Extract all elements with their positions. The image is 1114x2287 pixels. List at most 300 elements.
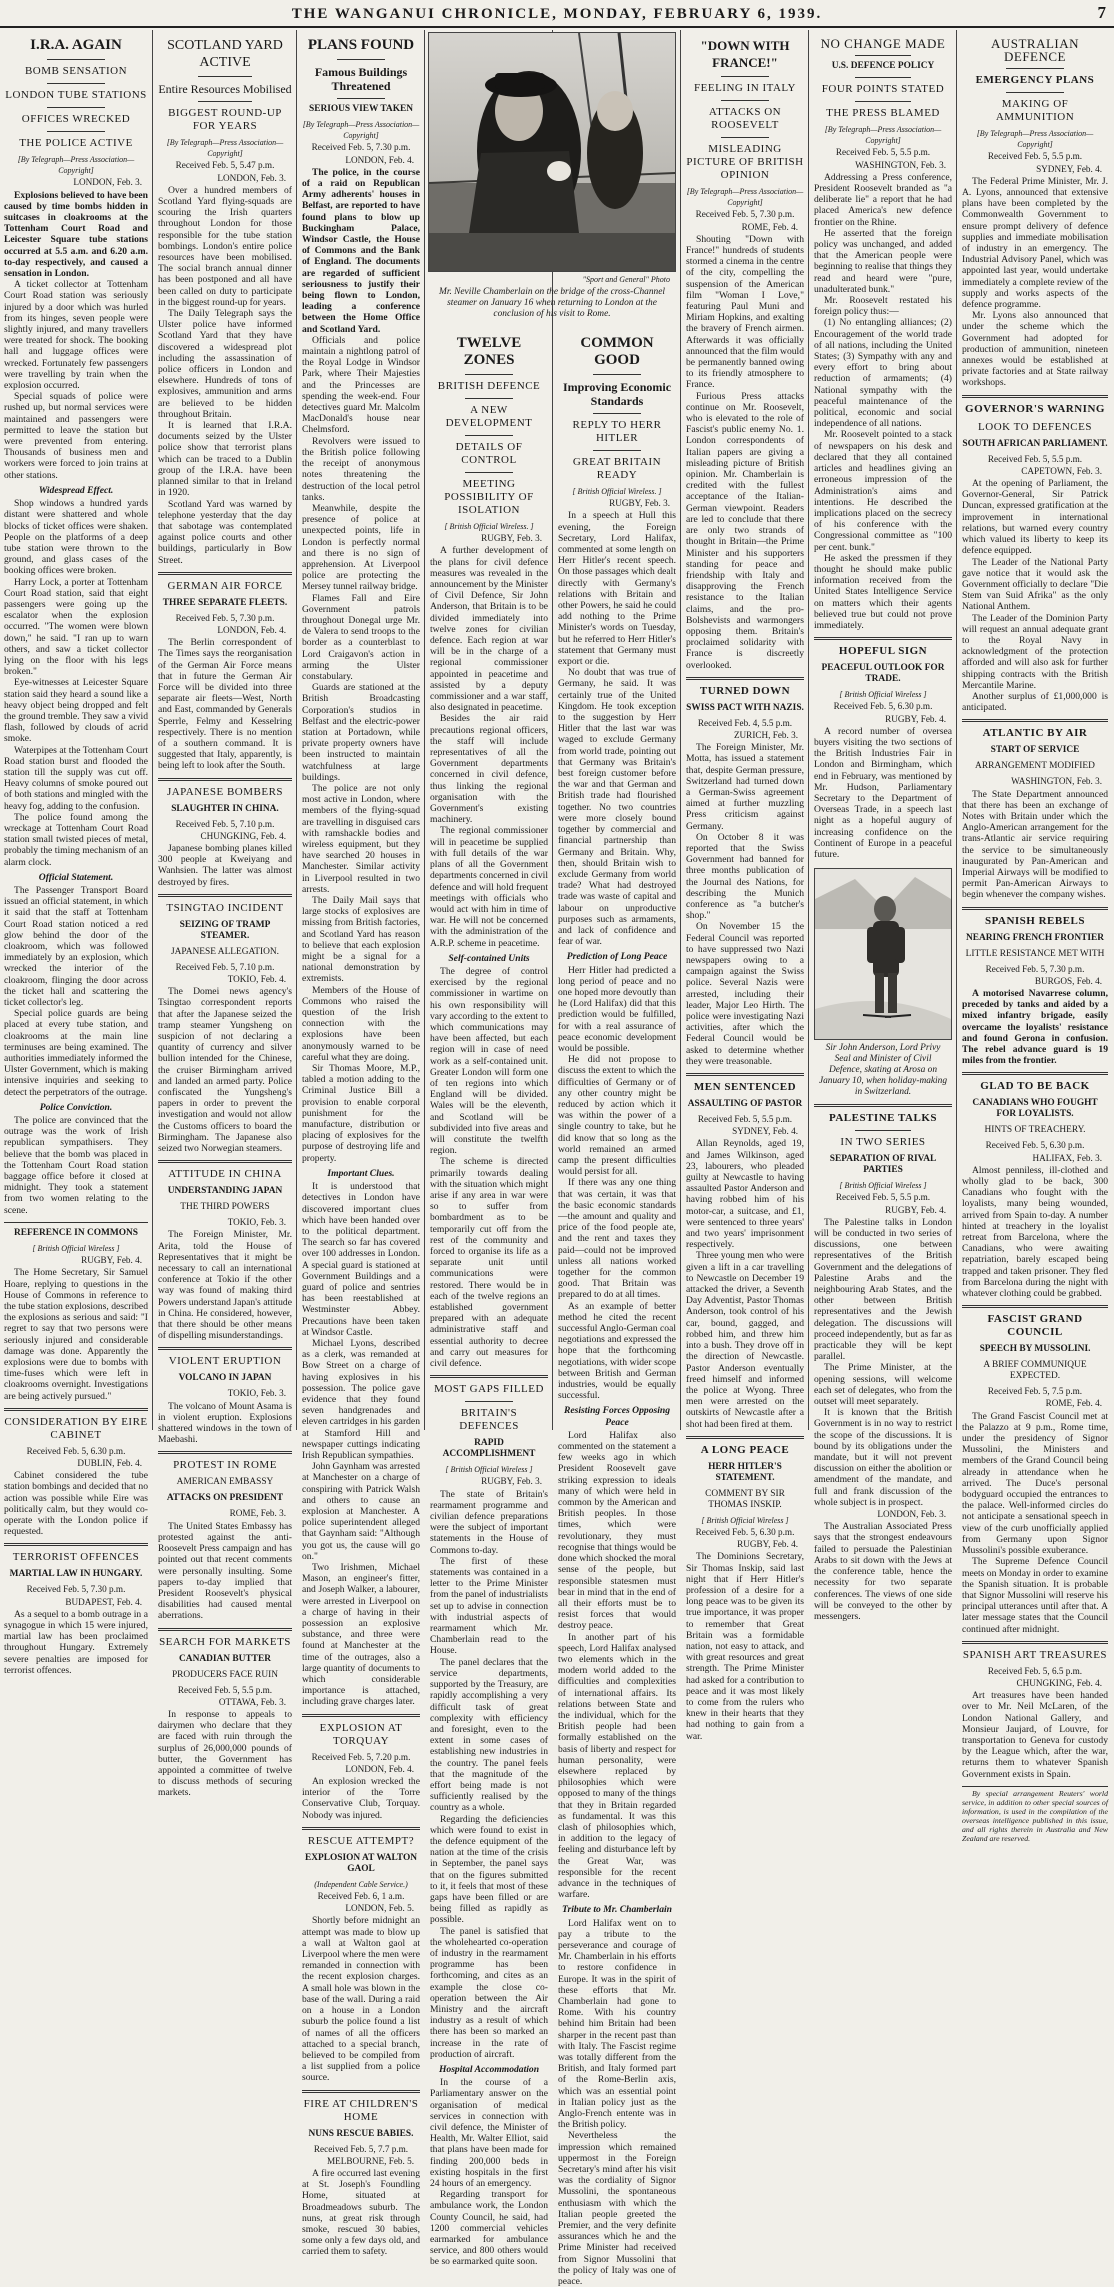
dateline: LONDON, Feb. 5. — [345, 1903, 414, 1914]
rebels-deck: LITTLE RESISTANCE MET WITH — [965, 948, 1105, 959]
twelve-deck: BRITISH DEFENCE — [437, 380, 541, 392]
received-line: Received Feb. 4, 5.5 p.m. — [697, 717, 793, 728]
wire-credit: [By Telegraph—Press Association—Copyright] — [302, 120, 420, 141]
received-line: Received Feb. 5, 7.30 p.m. — [985, 963, 1085, 974]
divider — [465, 1401, 512, 1402]
twelve-deck: A NEW DEVELOPMENT — [445, 404, 533, 429]
glad-headline: GLAD TO BE BACK — [980, 1080, 1090, 1093]
ira-deck: THE POLICE ACTIVE — [19, 137, 133, 149]
divider — [721, 76, 768, 77]
protest-deck: AMERICAN EMBASSY — [176, 1477, 274, 1488]
commons-headline: REFERENCE IN COMMONS — [14, 1227, 138, 1238]
article-paragraph: It is known that the British Government is in no way to restrict the scope of the discussions. It is bound by its obligations under the mandate, but it will not prevent discussion on either the abolition or amendment of the mandate, and full and frank discussion of the whole subject is in prospect. — [814, 1407, 952, 1508]
received-line: Received Feb. 5, 5.5 p.m. — [987, 151, 1083, 162]
article-paragraph: Special police guards are being placed at every tube station, and cloakrooms at the main line terminuses are being examined. The authorities immediately informed the Ulster Government, which is making intensive inquiries and seeking to detect the perpetrators of the outrage. — [4, 1008, 148, 1098]
article-lead: Explosions believed to have been caused by time bombs hidden in suitcases in cloakrooms at the Tottenham Court Road and Leicester Square tube stations occurred at 5.5 a.m. and 6.20 a.m. to-day respectively, and caused a sensation in London. — [4, 189, 148, 280]
divider — [814, 637, 952, 640]
article-paragraph: Harry Lock, a porter at Tottenham Court Road station, said that eight passengers were going up the escalator when the explosion occurred. "The women were blown down," he said. "I ran up to warn others, and saw a ticket collector lying on the floor with his legs broken." — [4, 576, 148, 678]
article-paragraph: Furious Press attacks continue on Mr. Roosevelt, who is elevated to the role of Fascist's public enemy No. 1. London correspondents of Italian papers are giving a misleading picture of British opinion. Mr. Chamberlain is credited with the fullest acceptance of the Italian-German viewpoint. Readers are led to conclude that there are only two strands of thought in Britain—the Prime Minister and his supporters standing for peace and friendship with Italy and disapproving the French resistance to the Italian claims, and the pro-Bolshevists and warmongers opposing them. Britain's proclaimed solidarity with France is discreetly overlooked. — [686, 390, 804, 671]
twelve-deck: DETAILS OF CONTROL — [455, 441, 523, 466]
column-3 — [302, 32, 420, 2258]
divider — [158, 1160, 292, 1163]
plans-headline: PLANS FOUND — [307, 37, 415, 53]
article-paragraph: Regarding the deficiencies which were found to exist in the defence equipment of the nation at the time of the crisis in September, the panel says that on the figures submitted to it, it feels that most of these gaps have been filled or are being filled as rapidly as possible. — [430, 1813, 548, 1926]
received-line: Received Feb. 5, 5.5 p.m. — [697, 1114, 793, 1125]
article-paragraph: The Palestine talks in London will be conducted in two series of discussions, one between representatives of the British Government and the delegations of Palestine Arabs and the neighbouring Arab States, and the other between British representatives and the Jewish delegation. The discussions will proceed independently, but as far as practicable they will be kept parallel. — [814, 1216, 952, 1363]
article-paragraph: On November 15 the Federal Council was reported to have suppressed two Nazi newspapers owing to a campaign against the Swiss police. Several Nazis were arrested, including their leader, Major Leo Hirth. The police were investigating Nazi activities, after which the Federal Council would be asked to determine whether they were treasonable. — [686, 921, 804, 1067]
received-line: Received Feb. 5, 5.5 p.m. — [835, 1192, 931, 1203]
fascist-deck: A BRIEF COMMUNIQUE EXPECTED. — [983, 1360, 1087, 1382]
column-rule — [680, 30, 681, 1430]
article-paragraph: A ticket collector at Tottenham Court Road station was seriously injured by a door which was hurled from its hinges, seven people were slightly injured, and many travellers were treated for shock. The booking hall and luggage offices were wrecked. Fortunately few passengers were travelling by train when the explosion occurred. — [4, 279, 148, 392]
dateline: WASHINGTON, Feb. 3. — [1011, 776, 1102, 787]
turned-headline: TURNED DOWN — [699, 684, 791, 697]
divider — [158, 1628, 292, 1631]
article-paragraph: Besides the air raid precautions regional officers, the staff will include representatives of all the Government departments concerned in civil defence, thus linking the regional organisation with the Government's existing machinery. — [430, 713, 548, 826]
long-peace-headline: A LONG PEACE — [700, 1443, 790, 1456]
article-paragraph: The regional commissioner will in peacetime be supplied with full details of the war plans of all the Government departments concerned in civil defence and will hold frequent meetings with officials who would act with him in time of war. He will not be concerned with the administration of the A.R.P. scheme in peacetime. — [430, 825, 549, 949]
column-7 — [814, 32, 952, 1622]
long-peace-deck: HERR HITLER'S STATEMENT. — [708, 1461, 782, 1483]
divider — [1006, 92, 1064, 93]
dateline: WASHINGTON, Feb. 3. — [855, 159, 946, 170]
article-paragraph: The volcano of Mount Asama is in violent eruption. Explosions shattered windows in the town of Maebashi. — [158, 1400, 292, 1446]
column-5 — [558, 330, 676, 2287]
divider — [1006, 68, 1064, 69]
column-rule — [152, 30, 153, 1430]
column-4 — [430, 330, 549, 2268]
article-paragraph: The Daily Telegraph says the Ulster police have informed Scotland Yard that they have discovered a widespread plot including the assassination of police officers in London and elsewhere. Hundreds of tons of explosives, ammunition and arms are believed to be hidden throughout Britain. — [158, 308, 292, 420]
received-line: Received Feb. 5, 6.30 p.m. — [985, 1140, 1085, 1151]
article-paragraph: Allan Reynolds, aged 19, and James Wilkinson, aged 23, labourers, who pleaded guilty at Newcastle to having assaulted Pastor Anderson and having robbed him of his motor-car, a suitcase, and £1, were sentenced to three years' and two years' imprisonment respectively. — [686, 1138, 804, 1251]
received-line: Received Feb. 5, 7.20 p.m. — [311, 1751, 411, 1762]
dateline: SYDNEY, Feb. 4. — [732, 1126, 798, 1137]
article-paragraph: The state of Britain's rearmament programme and civilian defence preparations were the subject of important statements in the House of Commons to-day. — [430, 1488, 548, 1556]
received-line: Received Feb. 5, 5.5 p.m. — [835, 147, 931, 158]
received-line: Received Feb. 5, 5.5 p.m. — [987, 453, 1083, 464]
column-6 — [686, 32, 804, 1742]
turned-deck: SWISS PACT WITH NAZIS. — [686, 702, 804, 713]
article-paragraph: Waterpipes at the Tottenham Court Road station burst and flooded the station till the supply was cut off. Heavy columns of smoke poured out of both stations and mingled with the heavy fog, adding to the confusion. — [4, 744, 148, 812]
rebels-deck: NEARING FRENCH FRONTIER — [965, 932, 1105, 943]
article-paragraph: In a speech at Hull this evening, the Foreign Secretary, Lord Halifax, commented at some length on Herr Hitler's recent speech. On those passages which dealt directly with Germany's relations with Britain and other Powers, he said he could add nothing to the Prime Minister's words on Tuesday, but he referred to Herr Hitler's statement that Germany must export or die. — [558, 510, 676, 668]
received-line: Received Feb. 5, 5.47 p.m. — [175, 160, 275, 171]
article-paragraph: Shortly before midnight an attempt was made to blow up a wall at Walton gaol at Liverpool where the men were remanded in connection with the recent explosion charges. A small hole was blown in the base of the wall. During a raid on a house in a London suburb the police found a list of names of all the officers attached to a special branch, believed to be compiled from a list supplied from a police source. — [302, 1915, 420, 2084]
dateline: RUGBY, Feb. 3. — [481, 533, 542, 544]
scotland-deck: BIGGEST ROUND-UP FOR YEARS — [168, 107, 282, 132]
article-paragraph: Guards are stationed at the British Broadcasting Corporation's studios in Belfast and the electric-power station at Portadown, while private property owners have been instructed to maintain watchfulness at large buildings. — [302, 682, 420, 783]
chamberlain-photo — [428, 32, 676, 272]
article-paragraph: Mr. Roosevelt restated his foreign policy thus:— — [814, 295, 952, 318]
received-line: Received Feb. 5, 7.10 p.m. — [175, 818, 275, 829]
subheading: Tribute to Mr. Chamberlain — [562, 1904, 672, 1916]
masthead-title: THE WANGANUI CHRONICLE, MONDAY, FEBRUARY 6, 1939. — [291, 6, 823, 22]
markets-deck: PRODUCERS FACE RUIN — [171, 1669, 279, 1680]
photo-block-chamberlain — [428, 32, 676, 322]
article-paragraph: The degree of control exercised by the regional commissioner in wartime on his own responsibility will vary according to the extent to which communications may have been affected, but each region will in case of need work as a self-contained unit. Greater London will form one of ten regions into which England will be divided. Wales will be the eleventh, and Scotland will be subdivided into five areas and will constitute the twelfth region. — [430, 965, 548, 1157]
article-paragraph: Members of the House of Commons who raised the question of the Irish connection with the explosions have been anonymously warned to be careful what they are doing. — [302, 984, 420, 1063]
terrorist-deck: MARTIAL LAW IN HUNGARY. — [9, 1569, 143, 1580]
article-paragraph: Scotland Yard was warned by telephone yesterday that the day that sabotage was contemplated against police courts and other buildings, particularly in Bow Street. — [158, 498, 292, 566]
article-paragraph: The Grand Fascist Council met at the Palazzo at 9 p.m., Rome time, under the presidency of Signor Mussolini, the Ministers and members of the Grand Council being already in attendance when he arrived. The Duce's personal bodyguard occupied the entrances to the palace. Well-informed circles do not anticipate a sensational speech in view of the curb unofficially applied from Germany upon Signor Mussolini's possible exuberance. — [962, 1410, 1108, 1557]
tsingtao-headline: TSINGTAO INCIDENT — [166, 901, 284, 914]
wire-credit: [ British Official Wireless ] — [839, 1181, 927, 1191]
divider — [465, 374, 512, 375]
photo-credit: "Sport and General" Photo — [582, 275, 670, 284]
received-line: Received Feb. 5, 7.30 p.m. — [311, 142, 411, 153]
article-paragraph: Two Irishmen, Michael Mason, an engineer's fitter, and Joseph Walker, a labourer, were arrested in Liverpool on a charge of having in their possession an explosive substance, and three were found at Manchester at the time of the outrages, also a large quantity of documents to which considerable importance is attached, including grave charges later. — [302, 1562, 420, 1708]
dateline: ZURICH, Feb. 3. — [733, 729, 798, 740]
divider — [302, 2090, 420, 2093]
divider — [337, 59, 384, 60]
wire-credit: [By Telegraph—Press Association—Copyright] — [976, 129, 1094, 150]
torquay-headline: EXPLOSION AT TORQUAY — [319, 1721, 403, 1747]
dateline: LONDON, Feb. 3. — [217, 172, 286, 183]
dateline: TOKIO, Feb. 3. — [227, 1388, 286, 1399]
dateline: ROME, Feb. 4. — [741, 221, 798, 232]
dateline: LONDON, Feb. 3. — [73, 177, 142, 188]
article-paragraph: Another surplus of £1,000,000 is anticipated. — [962, 690, 1108, 714]
page-number: 7 — [1097, 3, 1106, 22]
article-paragraph: The Leader of the National Party gave notice that it would ask the Government officially to declare "Die Stem van Suid Afrika" as the only National Anthem. — [962, 556, 1108, 613]
divider — [855, 1130, 910, 1131]
glad-deck: HINTS OF TREACHERY. — [984, 1125, 1086, 1136]
photo-caption: Sir John Anderson, Lord Privy Seal and Minister of Civil Defence, skating at Arosa on January 10, when holiday-making in Switzerland. — [818, 1043, 948, 1098]
received-line: Received Feb. 5, 6.30 p.m. — [833, 701, 933, 712]
ira-headline: I.R.A. AGAIN — [30, 37, 122, 53]
article-paragraph: The United States Embassy has protested against the anti-Roosevelt Press campaign and has pointed out that recent comments were personally insulting. Some papers to-day implied that President Roosevelt's physical disabilities had caused mental aberrations. — [158, 1520, 292, 1622]
article-paragraph: Almost penniless, ill-clothed and wholly glad to be back, 300 Canadians who fought with the loyalists, many being wounded, arrived from Spain to-day. A number hinted at treachery in the loyalist retreat from Barcelona, where the Canadians, who were awaiting repatriation, barely escaped being trapped and taken prisoner. They fled from Barcelona during the night with whatever clothing could be grabbed. — [962, 1164, 1108, 1300]
dateline: CHUNGKING, Feb. 4. — [200, 830, 286, 841]
anderson-photo — [814, 868, 952, 1040]
no-change-deck: THE PRESS BLAMED — [826, 107, 940, 119]
dateline: RUGBY, Feb. 3. — [609, 498, 670, 509]
protest-deck: ATTACKS ON PRESIDENT — [166, 1493, 284, 1504]
dateline: LONDON, Feb. 4. — [217, 624, 286, 635]
aus-deck: MAKING OF AMMUNITION — [995, 98, 1075, 123]
divider — [962, 719, 1108, 722]
dateline: ROME, Feb. 4. — [1045, 1398, 1102, 1409]
divider — [855, 77, 910, 78]
divider — [962, 907, 1108, 910]
divider — [158, 894, 292, 897]
article-paragraph: On October 8 it was reported that the Swiss Government had banned for three months publication of the Journal des Nations, for describing the Munich conference as "a butcher's shop." — [686, 831, 804, 922]
article-paragraph: (1) No entangling alliances; (2) Encouragement of the world trade of all nations, including the United States; (3) Sympathy with any and every effort to bring about reduction of armaments; (4) National sympathy with the peaceful maintenance of the political, economic and social independence of all nations. — [814, 317, 952, 430]
received-line: Received Feb. 5, 6.30 p.m. — [26, 1445, 126, 1456]
divider — [430, 1375, 548, 1378]
france-deck: ATTACKS ON ROOSEVELT — [708, 106, 782, 131]
photo-caption: Mr. Neville Chamberlain on the bridge of the cross-Channel steamer on January 16 when returning to London at the conclusion of his visit to Rome. — [439, 287, 665, 319]
gaps-deck: RAPID ACCOMPLISHMENT — [442, 1438, 536, 1460]
divider — [962, 1072, 1108, 1075]
atlantic-deck: ARRANGEMENT MODIFIED — [975, 761, 1095, 772]
article-paragraph: Meanwhile, despite the presence of police at unexpected points, life in London is perfectly normal and there is no sign of apprehension. At Liverpool police are protecting the Mersey tunnel railway bridge. — [302, 502, 420, 593]
plans-deck: Famous Buildings Threatened — [314, 65, 408, 93]
palestine-headline: PALESTINE TALKS — [828, 1112, 938, 1125]
article-paragraph: The police found among the wreckage at Tottenham Court Road station small twisted pieces of metal, probably the timing mechanism of an alarm clock. — [4, 811, 148, 868]
divider — [721, 100, 768, 101]
wire-credit: [By Telegraph—Press Association—Copyright] — [17, 155, 135, 176]
rescue-headline: RESCUE ATTEMPT? — [307, 1834, 415, 1847]
divider — [158, 778, 292, 781]
article-paragraph: The Berlin correspondent of The Times says the reorganisation of the German Air Force means that in future the German Air Force will be divided into three separate air fleets—West, North and East, commanded by Generals Sperrle, Felmy and Kesselring respectively. There is no mention of a southern command. It is suggested that Italy, apparently, is being left to look after the South. — [158, 637, 292, 772]
received-line: Received Feb. 5, 7.7 p.m. — [313, 2143, 409, 2154]
article-paragraph: The scheme is directed primarily towards dealing with the situation which might arise if any area in war were so to suffer from bombardment as to be temporarily cut off from the rest of the community and forced to organise its life as a separate unit until communications were restored. There would be in each of the twelve regions an established government prepared with an adequate administrative staff and essential authority to decree and carry out measures for civil defence. — [430, 1156, 548, 1370]
article-paragraph: Regarding transport for ambulance work, the London County Council, he said, had 1200 commercial vehicles earmarked for ambulance service, and 800 others would be so earmarked quite soon. — [430, 2189, 548, 2268]
column-1 — [4, 32, 148, 1676]
dateline: TOKIO, Feb. 4. — [227, 973, 286, 984]
subheading: Self-contained Units — [448, 952, 530, 964]
column-2 — [158, 32, 292, 1799]
volcano-deck: VOLCANO IN JAPAN — [178, 1373, 272, 1384]
ira-deck: BOMB SENSATION — [24, 65, 128, 77]
divider — [465, 472, 512, 473]
received-line: Received Feb. 5, 7.30 p.m. — [26, 1584, 126, 1595]
dateline: ROME, Feb. 3. — [229, 1508, 286, 1519]
divider — [855, 55, 910, 56]
wire-credit: [ British Official Wireless ] — [445, 1465, 533, 1475]
divider — [962, 395, 1108, 398]
article-paragraph: It is understood that detectives in London have discovered important clues which have been handed over to the political department. The search so far has covered over 100 addresses in London. A special guard is stationed at Government Buildings and a guard of police and sentries has been reestablished at Westminster Abbey. Precautions have been taken at Windsor Castle. — [302, 1181, 420, 1338]
volcano-headline: VIOLENT ERUPTION — [168, 1355, 282, 1368]
sentenced-deck: ASSAULTING OF PASTOR — [687, 1099, 803, 1110]
ira-deck: LONDON TUBE STATIONS — [5, 89, 147, 101]
article-paragraph: The police are convinced that the outrage was the work of Irish republican sympathisers. They believe that the bomb was placed in the Tottenham Court Road station baggage office before it closed at midnight. They took a statement from two women relating to the scene. — [4, 1115, 148, 1216]
article-paragraph: The Dominions Secretary, Sir Thomas Inskip, said last night that if Herr Hitler's profession of a desire for a long peace was to be given its true importance, it was proper to remember that Great Britain was a formidable nation, not easy to attack, and with great resources and great strength. The Prime Minister had asked for a contribution to peace and it was most likely to come from the rulers who knew in their hearts that they had nothing to gain from a war. — [686, 1551, 804, 1742]
article-paragraph: The Leader of the Dominion Party will request an annual adequate grant to the Royal Navy in acknowledgment of the protection afforded and will also ask for further shipping contracts with the British Mercantile Marine. — [962, 612, 1108, 691]
dateline: OTTAWA, Feb. 3. — [218, 1696, 286, 1707]
hopeful-headline: HOPEFUL SIGN — [838, 645, 928, 658]
fascist-headline: FASCIST GRAND COUNCIL — [987, 1313, 1083, 1339]
divider — [465, 435, 512, 436]
column-rule — [808, 30, 809, 1430]
subheading: Official Statement. — [38, 871, 114, 883]
wire-credit: [By Telegraph—Press Association—Copyright] — [824, 125, 942, 146]
ira-deck: OFFICES WRECKED — [21, 113, 131, 125]
tsingtao-deck: SEIZING OF TRAMP STEAMER. — [179, 919, 271, 941]
received-line: Received Feb. 6, 1 a.m. — [317, 1891, 405, 1902]
no-change-deck: FOUR POINTS STATED — [821, 83, 945, 95]
masthead — [0, 0, 1114, 28]
received-line: Received Feb. 5, 7.30 p.m. — [175, 612, 275, 623]
reuters-notice: By special arrangement Reuters' world service, in addition to other special sources of information, is used in the compilation of the overseas intelligence published in this issue, and all rights therein in Australia and New Zealand are reserved. — [962, 1788, 1108, 1843]
article-paragraph: As an example of better method he cited the recent successful Anglo-German coal negotiations and expressed the hope that the forthcoming negotiations, with wider scope between British and German industries, would be equally successful. — [558, 1300, 676, 1402]
anderson-image — [815, 869, 951, 1039]
scotland-deck: Entire Resources Mobilised — [158, 82, 292, 96]
divider — [47, 107, 105, 108]
article-paragraph: Lord Halifax went on to pay a tribute to the perseverance and courage of Mr. Chamberlain in his efforts to restore confidence in Europe. It was in the spirit of these efforts that Mr. Chamberlain had gone to Rome. With his country behind him Britain had been sharper in the recent past than with Italy. The Fascist regime was totally different from the British, and Italy formed part of the Rome-Berlin axis, which was an essential point in Italian policy just as the Anglo-French entente was in the British policy. — [558, 1917, 676, 2131]
article-paragraph: Japanese bombing planes killed 300 people at Kweiyang and Wanhsien. The latter was almost destroyed by fires. — [158, 842, 292, 888]
received-line: Received Feb. 5, 7.30 p.m. — [695, 209, 795, 220]
attitude-headline: ATTITUDE IN CHINA — [168, 1168, 282, 1181]
wire-credit: [By Telegraph—Press Association—Copyright] — [686, 187, 804, 208]
atlantic-headline: ATLANTIC BY AIR — [982, 727, 1088, 740]
received-line: Received Feb. 5, 7.5 p.m. — [987, 1386, 1083, 1397]
article-paragraph: Shop windows a hundred yards distant were shattered and whole blocks of ticket offices were shaken. People on the platforms of a deep tube station were thrown to the ground, and glass cases of the booking offices were broken. — [4, 498, 148, 577]
divider — [465, 398, 512, 399]
fire-headline: FIRE AT CHILDREN'S HOME — [303, 2097, 419, 2123]
palestine-deck: IN TWO SERIES — [840, 1136, 926, 1149]
markets-deck: CANADIAN BUTTER — [179, 1653, 271, 1664]
dateline: HALIFAX, Feb. 3. — [1032, 1152, 1102, 1163]
divider — [4, 1408, 148, 1411]
divider — [593, 450, 640, 451]
subheading: Important Clues. — [327, 1167, 395, 1179]
wire-credit: [By Telegraph—Press Association—Copyright] — [166, 138, 284, 159]
plans-deck: SERIOUS VIEW TAKEN — [308, 104, 414, 114]
article-paragraph: No doubt that was true of Germany, he said. It was certainly true of the United Kingdom. He took exception to the suggestion by Herr Hitler that the last war was waged to exclude Germany from world trade, pointing out that Germany was Britain's best foreign customer before the war and that German and British trade had flourished together. No two countries were more closely bound together by commercial and financial partnership than Germany and Britain. Why, then, should Britain wish to exclude Germany from world trade? What had destroyed trade was waste of capital and labour on unproductive purposes such as armaments, and lack of confidence and fear of war. — [558, 667, 676, 948]
dateline: BURGOS, Feb. 4. — [1034, 975, 1102, 986]
divider — [302, 1714, 420, 1717]
article-paragraph: He did not propose to discuss the extent to which the difficulties of Germany or of any other country might be reduced by action which it was within the power of a single country to take, but he did know that so long as the world remained an armed camp the present difficulties would persist for all. — [558, 1054, 676, 1178]
article-paragraph: Cabinet considered the tube station bombings and decided that no action was possible while Eire was politically calm, but they would co-operate with the London police if requested. — [4, 1470, 148, 1538]
article-paragraph: The panel is satisfied that the wholehearted co-operation of industry in the rearmament programme has been forthcoming, and cites as an example the close co-operation between the Air Ministry and the aircraft industry as a result of which there has been so marked an increase in the rate of production of aircraft. — [430, 1925, 548, 2060]
france-headline: "DOWN WITH FRANCE!" — [700, 38, 790, 70]
article-paragraph: John Gaynham was arrested at Manchester on a charge of conspiring with Patrick Walsh and others to cause an explosion at Manchester. A police superintendent alleged that Gaynham said: "Although you got us, the cause will go on." — [302, 1461, 420, 1562]
article-paragraph: Flames Fall and Eire Government patrols throughout Donegal urge Mr. de Valera to send troops to the border as a counterblast to Lord Craigavon's action in arming the Ulster constabulary. — [302, 592, 420, 682]
received-line: Received Feb. 5, 6.5 p.m. — [987, 1665, 1083, 1676]
treasures-headline: SPANISH ART TREASURES — [962, 1648, 1108, 1661]
article-paragraph: It is learned that I.R.A. documents seized by the Ulster police show that terrorist plans which can be traced to a Dublin group of the I.R.A. have been planned similar to that in Ireland in 1920. — [158, 420, 292, 499]
article-paragraph: The Supreme Defence Council meets on Monday in order to examine the Spanish situation. It is probable that Signor Mussolini will reserve his principal utterances until after that. A later message states that the Council continued after midnight. — [962, 1556, 1109, 1635]
tsingtao-deck: JAPANESE ALLEGATION. — [171, 946, 279, 957]
article-paragraph: He asked the pressmen if they thought he should make public information received from the United States Intelligence Service on matters which their agents believed true but could not prove immediately. — [814, 552, 952, 631]
divider — [47, 59, 105, 60]
divider — [593, 413, 640, 414]
divider — [593, 374, 640, 375]
received-line: Received Feb. 5, 5.5 p.m. — [177, 1684, 273, 1695]
article-paragraph: At the opening of Parliament, the Governor-General, Sir Patrick Duncan, expressed gratification at the improvement in international relations, but warned every country which valued its liberty to keep its defence equipped. — [962, 478, 1108, 557]
dateline: SYDNEY, Feb. 4. — [1036, 163, 1102, 174]
article-paragraph: If there was any one thing that was certain, it was that the basic economic standards—the amount and quality and price of the food people ate, and the rent and taxes they paid—could not be improved unless all nations worked together for the common good. That Britain was prepared to do at all times. — [558, 1177, 676, 1301]
attitude-deck: THE THIRD POWERS — [180, 1202, 270, 1213]
long-peace-deck: COMMENT BY SIR THOMAS INSKIP. — [705, 1488, 785, 1510]
gaps-headline: MOST GAPS FILLED — [434, 1383, 544, 1396]
dateline: LONDON, Feb. 4. — [345, 1763, 414, 1774]
article-paragraph: The Daily Mail says that large stocks of explosives are missing from British factories, and Scotland Yard has reason to believe that each explosion might be a signal for a national demonstration by extremists. — [302, 895, 420, 985]
article-paragraph: Addressing a Press conference, President Roosevelt branded as "a deliberate lie" a report that he had placed America's new defence frontier on the Rhine. — [814, 171, 952, 228]
article-paragraph: The Home Secretary, Sir Samuel Hoare, replying to questions in the House of Commons in reference to the tube station explosions, described the explosions as serious and said: "I regret to say that two persons were seriously injured and considerable damage was done. Apparently the explosions were due to bombs with time-fuses which were left in cloakrooms overnight. Investigations are being actively pursued." — [4, 1267, 148, 1402]
article-paragraph: The State Department announced that there has been an exchange of Notes with Britain under which the Anglo-American arrangement for the trans-Atlantic air service requiring the service to be simultaneously inaugurated by Pan-American and Imperial Airways will be modified to permit Pan-American Airways to begin whenever the company wishes. — [962, 788, 1108, 901]
dateline: RUGBY, Feb. 4. — [81, 1255, 142, 1266]
article-paragraph: Revolvers were issued to the British police following the receipt of anonymous notes threatening the destruction of the local petrol tanks. — [302, 435, 420, 503]
scotland-headline: SCOTLAND YARD ACTIVE — [167, 38, 283, 70]
subheading: Prediction of Long Peace — [566, 951, 668, 963]
divider — [4, 1543, 148, 1546]
article-paragraph: The Domei news agency's Tsingtao correspondent reports that after the Japanese seized the tramp steamer Yungsheng on suspicion of not declaring a quantity of currency and silver bullion intended for the Chinese, the cruiser Birmingham arrived and landed an armed party. Police confiscated the Yungsheng's papers in order to prevent the investigation and would not allow the Customs officers to board the Birmingham. The Japanese also seized two Norwegian steamers. — [158, 986, 292, 1155]
air-headline: GERMAN AIR FORCE — [167, 579, 283, 592]
column-rule — [956, 30, 957, 1430]
divider — [158, 572, 292, 575]
aus-deck: EMERGENCY PLANS — [975, 74, 1095, 86]
article-paragraph: The police are not only most active in London, where members of the flying-squad are travelling in disguised cars with ramshackle bodies and wireless equipment, but they have searched 20 houses in Manchester. Similar activity in Liverpool resulted in two arrests. — [302, 782, 420, 895]
article-paragraph: A further development of the plans for civil defence measures was revealed in the announcement by the Minister of Civil Defence, Sir John Anderson, that Britain is to be divided immediately into twelve zones for civilian defence. Each region at war will be in the charge of a regional commissioner appointed in peacetime and assisted by a deputy commissioner and a war staff, also designated in peacetime. — [430, 545, 548, 714]
article-paragraph: Officials and police maintain a nightlong patrol of the Royal Lodge in Windsor Park, where Their Majesties and the Princesses are spending the week-end. Four detectives guard Mr. Malcolm MacDonald's house near Chelmsford. — [302, 334, 420, 436]
sentenced-headline: MEN SENTENCED — [693, 1081, 797, 1094]
article-paragraph: Sir Thomas Moore, M.P., tabled a motion adding to the Criminal Justice Bill a provision to enable corporal punishment for the manufacture, distribution or placing of explosives for the purpose of destroying life and property. — [302, 1063, 420, 1164]
article-lead: A motorised Navarrese column, preceded by tanks and aided by a mixed infantry brigade, easily overcame the loyalists' resistance and found Gerona in confusion. The rebel advance guard is 19 miles from the frontier. — [962, 987, 1108, 1067]
article-paragraph: Eye-witnesses at Leicester Square station said they heard a sound like a heavy object being dropped and felt the ground tremble. They saw a vivid flash, followed by clouds of acrid smoke. — [4, 677, 148, 745]
article-paragraph: The Prime Minister, at the opening sessions, will welcome each set of delegates, who from the outset will meet separately. — [814, 1362, 952, 1408]
france-deck: FEELING IN ITALY — [694, 82, 796, 94]
dateline: DUBLIN, Feb. 4. — [77, 1457, 142, 1468]
chamberlain-image — [429, 33, 675, 271]
received-line: Received Feb. 5, 7.10 p.m. — [175, 961, 275, 972]
air-deck: THREE SEPARATE FLEETS. — [162, 597, 288, 608]
article-paragraph: The first of these statements was contained in a letter to the Prime Minister from the panel of industrialists set up to advise in connection with industrial aspects of rearmament which Mr. Chamberlain read to the House. — [430, 1555, 548, 1657]
common-headline: COMMON GOOD — [580, 335, 654, 368]
divider — [47, 131, 105, 132]
wire-credit: (Independent Cable Service.) — [314, 1879, 408, 1889]
article-paragraph: Nevertheless the impression which remained uppermost in the Foreign Secretary's mind after his visit was the cordiality of Signor Mussolini, the spontaneous enthusiasm with which the Italian people greeted the Premier, and the very definite assurances which he and the Prime Minister had received from Signor Mussolini that the policy of Italy was one of peace. — [558, 2130, 676, 2287]
divider — [962, 1305, 1108, 1308]
article-paragraph: An explosion wrecked the interior of the Torre Conservative Club, Torquay. Nobody was injured. — [302, 1776, 420, 1821]
article-paragraph: A record number of oversea buyers visiting the two sections of the British Industries Fair in London and Birmingham, which end in February, was mentioned by Mr. Hudson, Parliamentary Secretary to the Department of Overseas Trade, in a speech last night as a hopeful augury of increasing confidence on the Continent of Europe in a peaceful future. — [814, 725, 952, 860]
divider — [198, 101, 252, 102]
column-8 — [962, 32, 1109, 1843]
received-line: Received Feb. 5, 6.30 p.m. — [695, 1526, 795, 1537]
dateline: RUGBY, Feb. 4. — [885, 713, 946, 724]
divider — [158, 1451, 292, 1454]
article-lead: The police, in the course of a raid on Republican Army adherents' houses in Belfast, are reported to have found plans to blow up Buckingham Palace, Windsor Castle, the House of Commons and the Bank of England. The documents are regarded of sufficient seriousness to justify their being flown to London, leading a conference between the Home Office and Scotland Yard. — [302, 166, 420, 335]
warning-headline: GOVERNOR'S WARNING — [965, 402, 1105, 415]
wire-credit: [ British Official Wireless ] — [839, 690, 927, 700]
divider — [721, 137, 768, 138]
article-paragraph: Michael Lyons, described as a clerk, was remanded at Bow Street on a charge of having explosives in his possession. The police gave evidence that they found seven handgrenades and eleven cartridges in his garden at Stamford Hill and newspaper cuttings indicating Irish Republican sympathies. — [302, 1337, 420, 1461]
aus-headline: AUSTRALIAN DEFENCE — [990, 36, 1080, 64]
divider — [962, 1641, 1108, 1644]
japanese-deck: SLAUGHTER IN CHINA. — [171, 803, 279, 814]
atlantic-deck: START OF SERVICE — [990, 745, 1080, 756]
fire-deck: NUNS RESCUE BABIES. — [308, 2128, 414, 2139]
common-deck: REPLY TO HERR HITLER — [572, 419, 662, 444]
article-paragraph: Special squads of police were rushed up, but normal services were maintained and passengers were permitted to leave the station but were prevented from entering. Thousands of business men and workers were forced to join trains at other stations. — [4, 391, 148, 481]
wire-credit: [ British Official Wireless. ] — [444, 522, 534, 531]
wire-credit: [ British Official Wireless ] — [701, 1515, 789, 1525]
dateline: RUGBY, Feb. 3. — [481, 1476, 542, 1487]
warning-deck: LOOK TO DEFENCES — [978, 420, 1092, 433]
wire-credit: [ British Official Wireless ] — [32, 1243, 120, 1253]
article-paragraph: The Foreign Minister, Mr. Arita, told the House of Representatives that it might be necessary to call an international conference at Tokio if the other way was found of making third Powers understand Japan's attitude in China. He considered, however, that there should be other means of dispelling misunderstandings. — [158, 1229, 292, 1342]
terrorist-headline: TERRORIST OFFENCES — [12, 1551, 140, 1564]
article-paragraph: Mr. Roosevelt pointed to a stack of newspapers on his desk and declared that they all contained articles and headlines giving an erroneous impression of the Administration's aims and intentions. He described the implications placed on the secrecy of his conference with the Congressional committee as "100 per cent. bunk." — [814, 429, 952, 553]
subheading: Resisting Forces Opposing Peace — [563, 1405, 671, 1428]
article-paragraph: The panel declares that the service departments, supported by the Treasury, are rapidly accomplishing a very difficult task of great complexity with efficiency and foresight, even to the extent in some cases of establishing new industries in the country. The panel feels that the magnitude of the effort being made is not sufficiently realised by the country as a whole. — [430, 1656, 548, 1814]
fascist-deck: SPEECH BY MUSSOLINI. — [979, 1344, 1091, 1355]
divider — [302, 1827, 420, 1830]
dateline: LONDON, Feb. 4. — [345, 154, 414, 165]
article-paragraph: Lord Halifax also commented on the statement a few weeks ago in which President Roosevelt gave striking expression to ideals many of which were held in common by the American and British peoples. In those times, which were revolutionary, they must recognise that things would be done which shocked the moral sense of the people, but responsible statesmen must bear in mind that in the end of all their efforts must be to resist forces that would destroy peace. — [558, 1429, 676, 1632]
divider — [198, 76, 252, 77]
article-paragraph: As a sequel to a bomb outrage in a synagogue in which 15 were injured, martial law has been proclaimed throughout Hungary. Extremely severe penalties are imposed for terrorist offences. — [4, 1608, 148, 1676]
divider — [962, 1786, 1108, 1787]
divider — [855, 101, 910, 102]
rescue-deck: EXPLOSION AT WALTON GAOL — [304, 1852, 418, 1874]
article-paragraph: Mr. Lyons also announced that under the scheme which the Government had adopted for production of ammunition, nineteen annexes would be established at private factories and at State railway workshops. — [962, 310, 1108, 389]
dateline: MELBOURNE, Feb. 5. — [326, 2155, 414, 2166]
dateline: TOKIO, Feb. 3. — [227, 1217, 286, 1228]
twelve-deck: MEETING POSSIBILITY OF ISOLATION — [444, 478, 534, 516]
article-paragraph: He asserted that the foreign policy was unchanged, and added that the American people were beginning to realise that things they read and heard were "pure, unadulterated bunk." — [814, 227, 952, 295]
glad-deck: CANADIANS WHO FOUGHT FOR LOYALISTS. — [972, 1098, 1098, 1120]
dateline: RUGBY, Feb. 4. — [885, 1204, 946, 1215]
protest-headline: PROTEST IN ROME — [173, 1459, 277, 1472]
article-paragraph: Herr Hitler had predicted a long period of peace and no one hoped more devoutly than he (Lord Halifax) did that this prediction would be fulfilled, for with a real assurance of peace economic development would be possible. — [558, 964, 676, 1054]
article-paragraph: In another part of his speech, Lord Halifax analysed two elements which in the modern world added to the difficulties and complexities of international affairs. Its relations between State and the individual, which for the British people had been formally established on the basis of liberty and respect for human personality, were elsewhere replaced by philosophies which were opposed to many of the things that they in Britain regarded as fundamental. It was this clash of philosophies which, in addition to the legacy of feeling and disturbance left by the Great War, was responsible for the recent advance in the techniques of warfare. — [558, 1631, 676, 1901]
warning-deck: SOUTH AFRICAN PARLIAMENT. — [962, 438, 1108, 449]
divider — [158, 1347, 292, 1350]
japanese-headline: JAPANESE BOMBERS — [166, 785, 284, 798]
